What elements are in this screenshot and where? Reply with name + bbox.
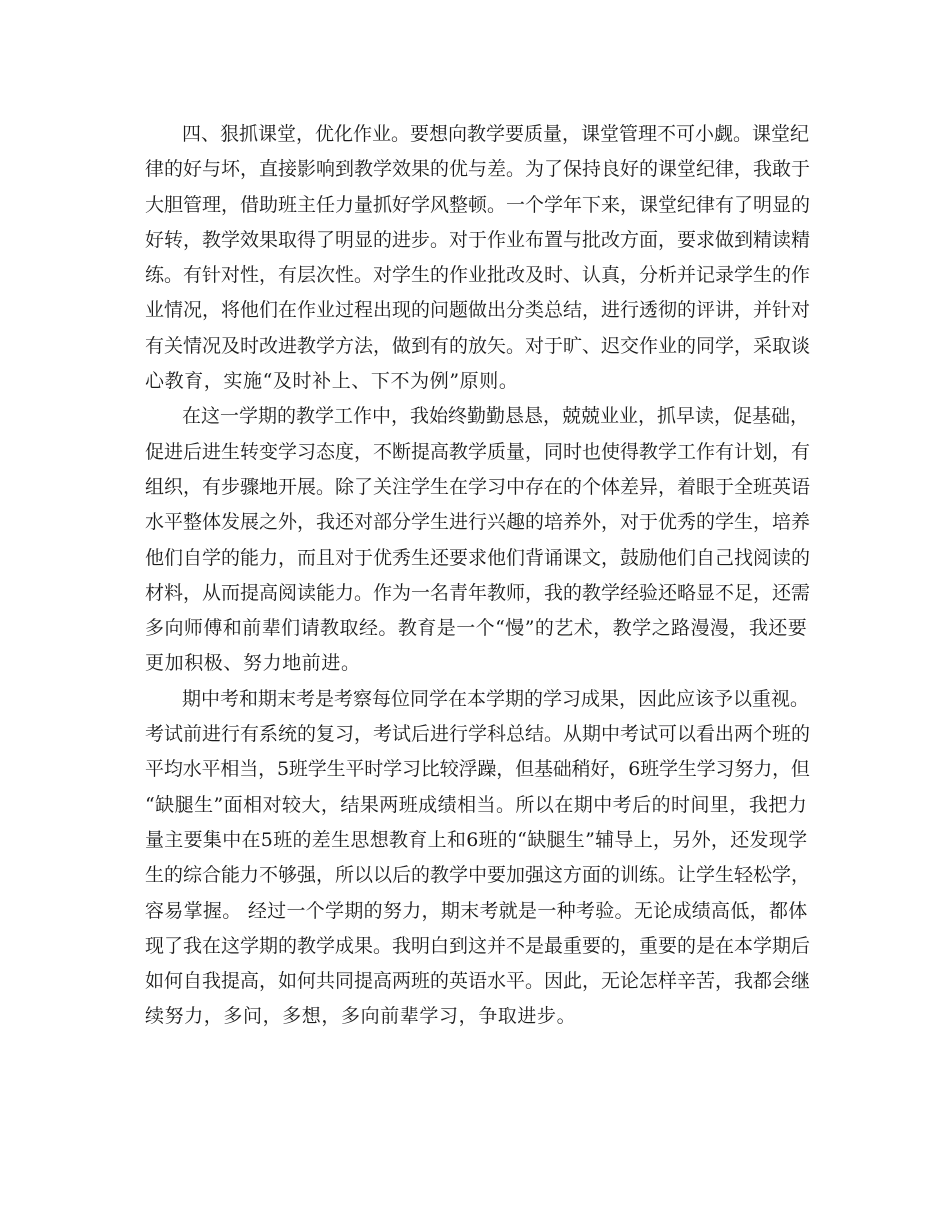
text-line: 心教育，实施“及时补上、下不为例”原则。: [145, 370, 519, 393]
text-line: 大胆管理，借助班主任力量抓好学风整顿。一个学年下来，课堂纪律有了明显的: [145, 193, 811, 216]
text-line: 有关情况及时改进教学方法，做到有的放矢。对于旷、迟交作业的同学，采取谈: [145, 334, 811, 357]
text-line: 律的好与坏，直接影响到教学效果的优与差。为了保持良好的课堂纪律，我敢于: [145, 158, 811, 181]
text-line: 材料，从而提高阅读能力。作为一名青年教师，我的教学经验还略显不足，还需: [145, 581, 811, 604]
text-line: 更加积极、努力地前进。: [145, 652, 361, 675]
text-line: 平均水平相当，5班学生平时学习比较浮躁，但基础稍好，6班学生学习努力，但: [145, 758, 810, 781]
text-line: 续努力，多问，多想，多向前辈学习，争取进步。: [145, 1005, 577, 1028]
text-line: 水平整体发展之外，我还对部分学生进行兴趣的培养外，对于优秀的学生，培养: [145, 511, 811, 534]
text-line: 期中考和期末考是考察每位同学在本学期的学习成果，因此应该予以重视。: [182, 687, 810, 710]
document-body-text: [145, 117, 810, 1035]
text-line: 量主要集中在5班的差生思想教育上和6班的“缺腿生”辅导上，另外，还发现学: [145, 828, 808, 851]
text-line: “缺腿生”面相对较大，结果两班成绩相当。所以在期中考后的时间里，我把力: [145, 793, 808, 816]
text-line: 组织，有步骤地开展。除了关注学生在学习中存在的个体差异，着眼于全班英语: [145, 475, 811, 498]
text-line: 容易掌握。 经过一个学期的努力，期末考就是一种考验。无论成绩高低，都体: [145, 899, 808, 922]
text-line: 四、狠抓课堂，优化作业。要想向教学要质量，课堂管理不可小觑。课堂纪: [182, 123, 810, 145]
text-line: 多向师傅和前辈们请教取经。教育是一个“慢”的艺术，教学之路漫漫，我还要: [145, 617, 808, 640]
text-line: 他们自学的能力，而且对于优秀生还要求他们背诵课文，鼓励他们自己找阅读的: [145, 546, 811, 569]
text-line: 如何自我提高，如何共同提高两班的英语水平。因此，无论怎样辛苦，我都会继: [145, 970, 811, 993]
text-line: 好转，教学效果取得了明显的进步。对于作业布置与批改方面，要求做到精读精: [145, 228, 811, 251]
text-line: 促进后进生转变学习态度，不断提高教学质量，同时也使得教学工作有计划，有: [145, 440, 811, 463]
text-line: 考试前进行有系统的复习，考试后进行学科总结。从期中考试可以看出两个班的: [145, 723, 811, 746]
text-line: 练。有针对性，有层次性。对学生的作业批改及时、认真，分析并记录学生的作: [145, 264, 811, 287]
text-line: 业情况，将他们在作业过程出现的问题做出分类总结，进行透彻的评讲，并针对: [145, 299, 811, 322]
text-line: 在这一学期的教学工作中，我始终勤勤恳恳，兢兢业业，抓早读，促基础，: [182, 405, 810, 428]
text-line: 生的综合能力不够强，所以以后的教学中要加强这方面的训练。让学生轻松学，: [145, 864, 811, 887]
text-line: 现了我在这学期的教学成果。我明白到这并不是最重要的，重要的是在本学期后: [145, 934, 811, 957]
